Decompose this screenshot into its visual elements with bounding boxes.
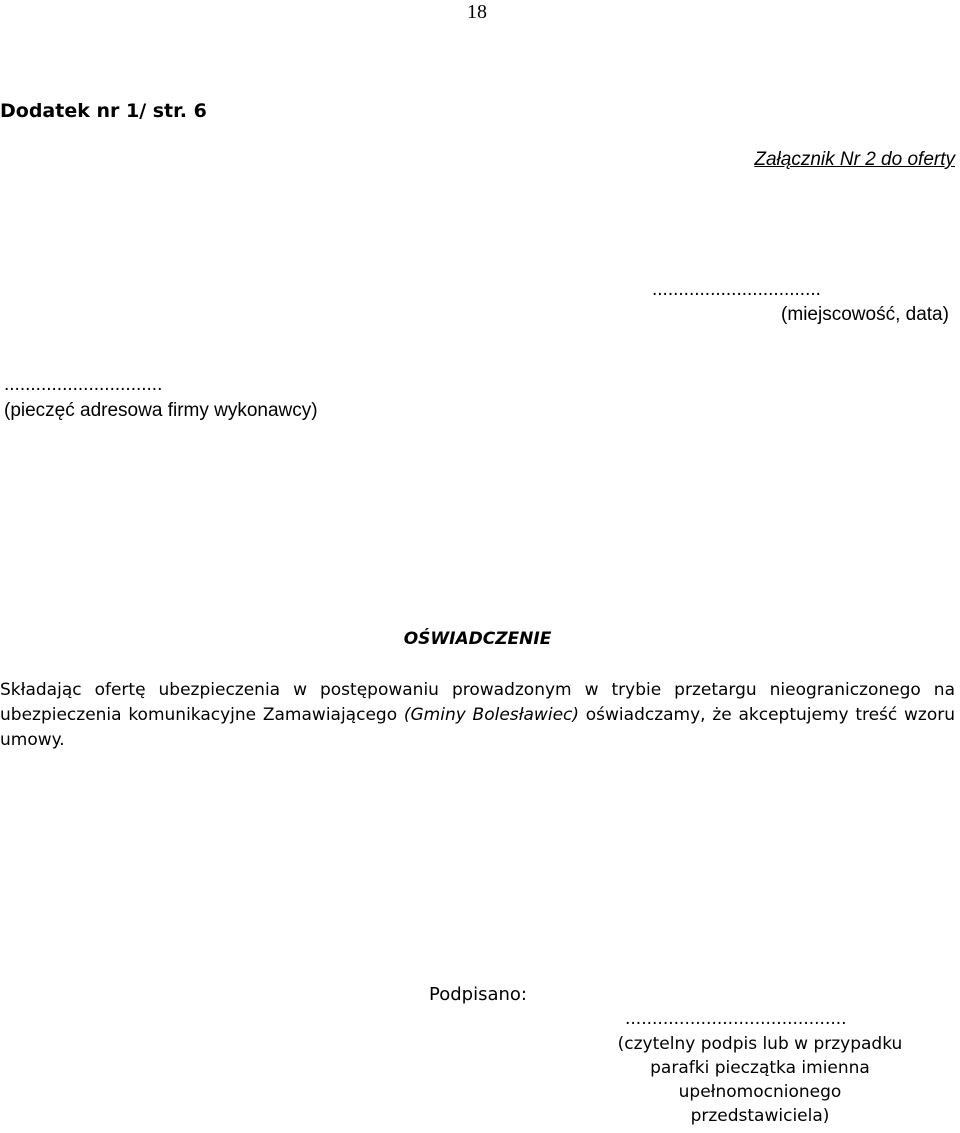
attachment-heading: Załącznik Nr 2 do oferty [754,149,955,170]
addendum-reference: Dodatek nr 1/ str. 6 [0,100,207,122]
place-date-dots: ................................ [652,279,821,300]
statement-text-part2: oświadczamy, że akceptujemy treść wzoru umowy. [0,705,956,750]
page-number: 18 [467,1,487,23]
place-date-label: (miejscowość, data) [781,304,949,325]
company-stamp-dots: .............................. [4,374,163,395]
statement-municipality: (Gminy Bolesławiec) [403,705,580,725]
document-title: OŚWIADCZENIE [403,629,552,649]
statement-paragraph [0,678,955,753]
signature-caption: (czytelny podpis lub w przypadku parafki pieczątka imienna upełnomocnionego przedstawiciela) [617,1034,903,1126]
company-stamp-label: (pieczęć adresowa firmy wykonawcy) [4,400,318,421]
signature-dots: ......................................... [625,1009,847,1029]
statement-text-part1: Składając ofertę ubezpieczenia w postępowaniu prowadzonym w trybie przetargu nieograniczonego na ubezpieczenia komunikacyjne Zamawiającego [0,680,955,725]
signed-label: Podpisano: [429,984,527,1005]
